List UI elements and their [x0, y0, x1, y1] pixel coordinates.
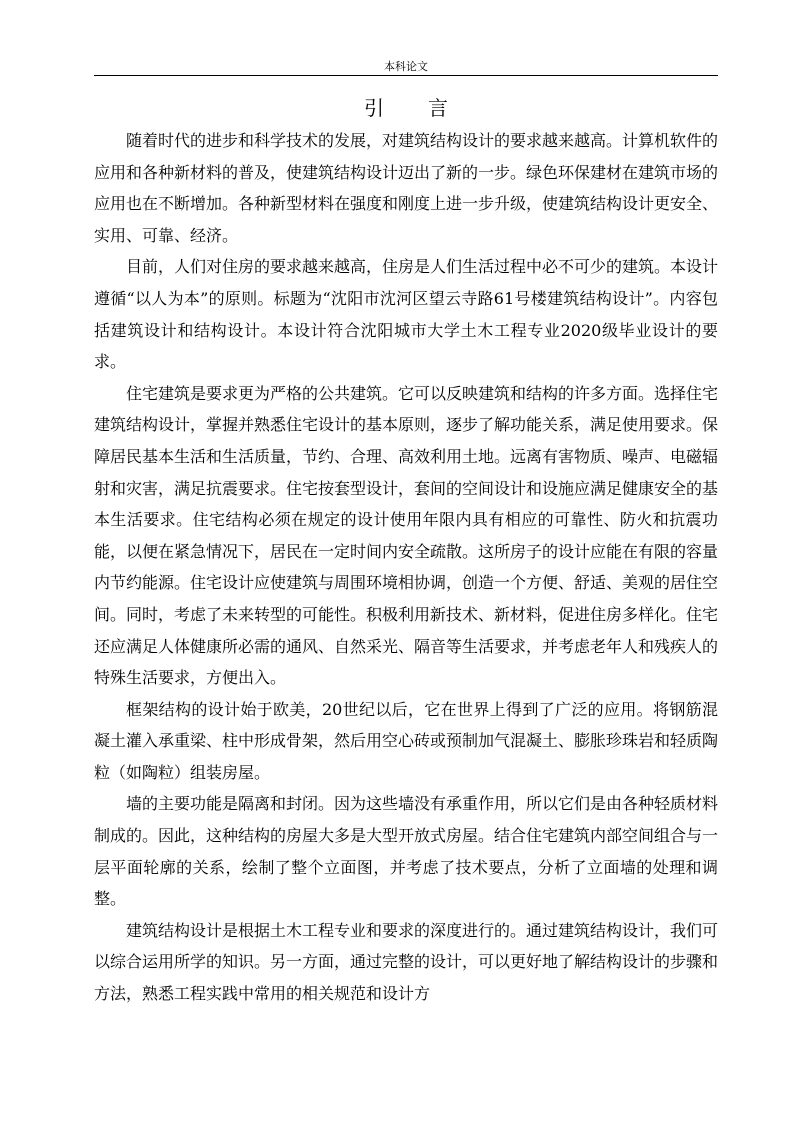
paragraph: 目前，人们对住房的要求越来越高，住房是人们生活过程中必不可少的建筑。本设计遵循“以人为本”的原则。标题为“沈阳市沈河区望云寺路61号楼建筑结构设计”。内容包括建筑设计和结构设计。本设计符合沈阳城市大学土木工程专业2020级毕业设计的要求。 [94, 257, 719, 372]
paragraph: 住宅建筑是要求更为严格的公共建筑。它可以反映建筑和结构的许多方面。选择住宅建筑结构设计，掌握并熟悉住宅设计的基本原则，逐步了解功能关系，满足使用要求。保障居民基本生活和生活质量，节约、合理、高效利用土地。远离有害物质、噪声、电磁辐射和灾害，满足抗震要求。住宅按套型设计，套间的空间设计和设施应满足健康安全的基本生活要求。住宅结构必须在规定的设计使用年限内具有相应的可靠性、防火和抗震功能，以便在紧急情况下，居民在一定时间内安全疏散。这所房子的设计应能在有限的容量内节约能源。住宅设计应使建筑与周围环境相协调，创造一个方便、舒适、美观的居住空间。同时，考虑了未来转型的可能性。积极利用新技术、新材料，促进住房多样化。住宅还应满足人体健康所必需的通风、自然采光、隔音等生活要求，并考虑老年人和残疾人的特殊生活要求，方便出入。 [94, 383, 719, 688]
paragraph: 随着时代的进步和科学技术的发展，对建筑结构设计的要求越来越高。计算机软件的应用和各种新材料的普及，使建筑结构设计迈出了新的一步。绿色环保建材在建筑市场的应用也在不断增加。各种新型材料在强度和刚度上进一步升级，使建筑结构设计更安全、实用、可靠、经济。 [94, 131, 719, 245]
header-text: 本科论文 [384, 60, 428, 73]
paragraph: 建筑结构设计是根据土木工程专业和要求的深度进行的。通过建筑结构设计，我们可以综合运用所学的知识。另一方面，通过完整的设计，可以更好地了解结构设计的步骤和方法，熟悉工程实践中常用的相关规范和设计方 [94, 920, 719, 1004]
title-char-right: 言 [428, 96, 448, 120]
body-text [94, 125, 718, 1010]
section-title [94, 94, 718, 122]
paragraph: 墙的主要功能是隔离和封闭。因为这些墙没有承重作用，所以它们是由各种轻质材料制成的。因此，这种结构的房屋大多是大型开放式房屋。结合住宅建筑内部空间组合与一层平面轮廓的关系，绘制了整个立面图，并考虑了技术要点，分析了立面墙的处理和调整。 [94, 794, 719, 909]
title-char-left: 引 [364, 96, 384, 120]
paragraph: 框架结构的设计始于欧美，20世纪以后，它在世界上得到了广泛的应用。将钢筋混凝土灌入承重梁、柱中形成骨架，然后用空心砖或预制加气混凝土、膨胀珍珠岩和轻质陶粒（如陶粒）组装房屋。 [94, 699, 719, 782]
page-header [94, 55, 718, 76]
